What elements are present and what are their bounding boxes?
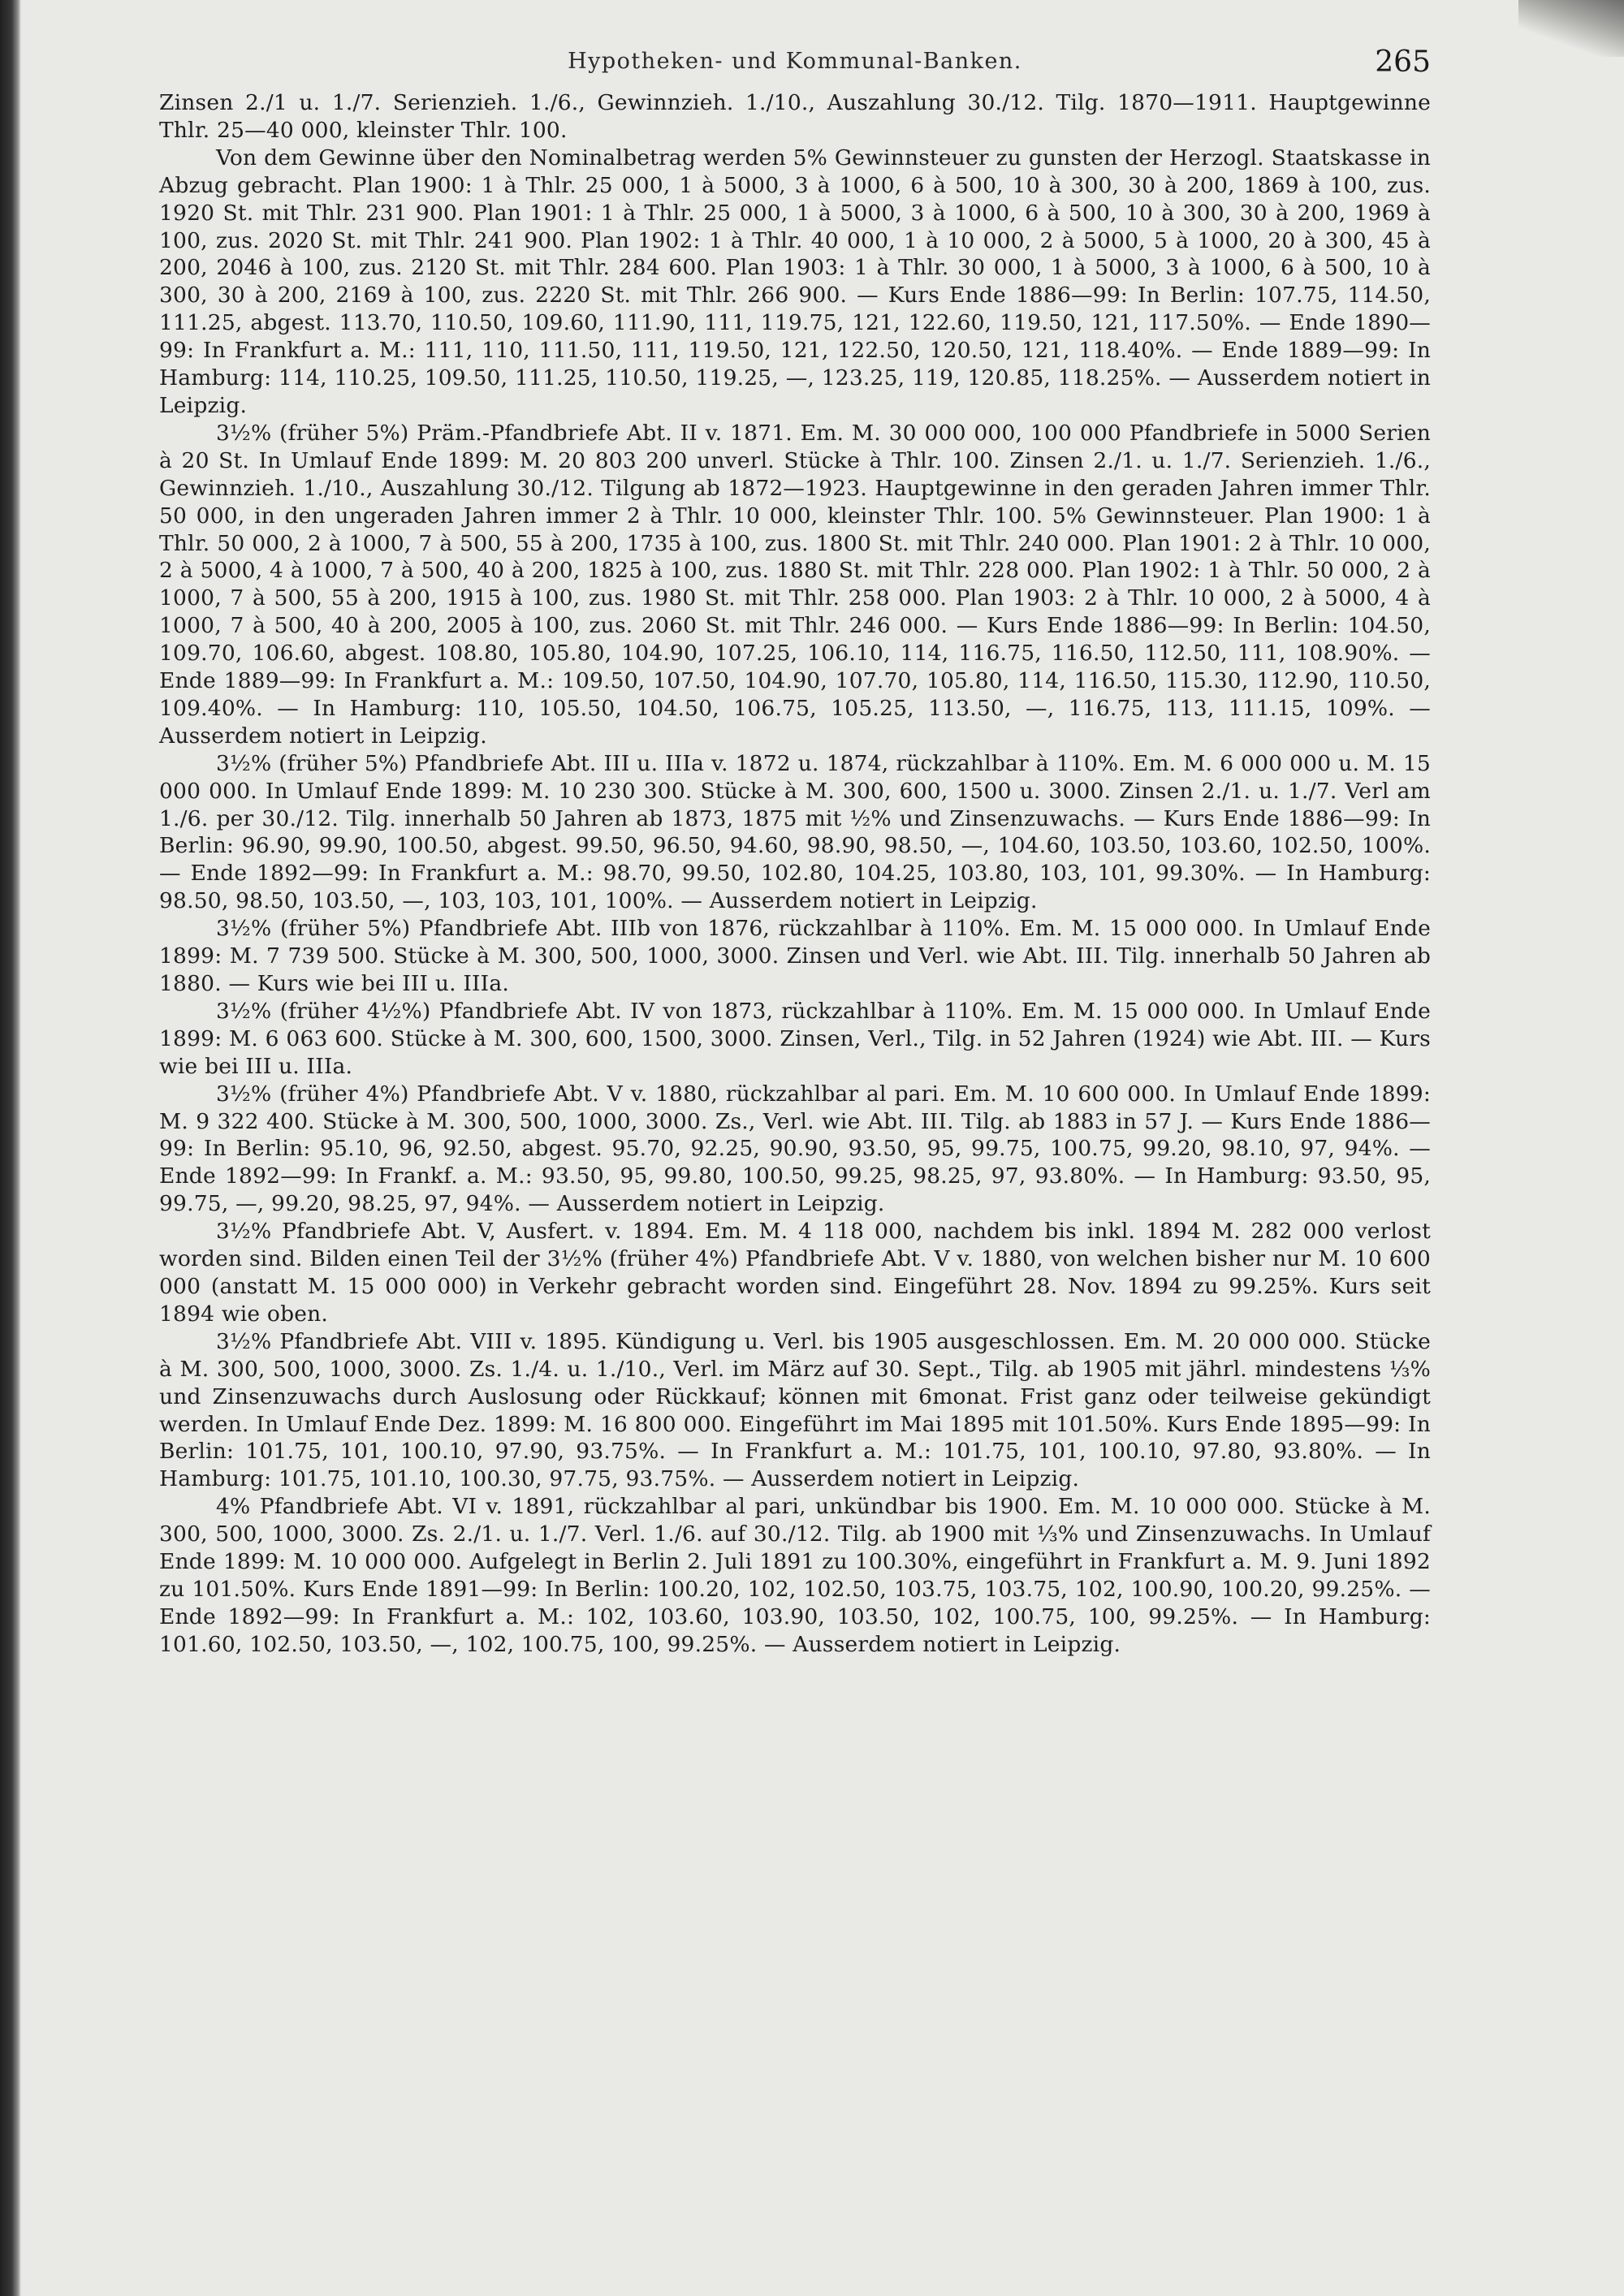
book-page <box>159 45 1431 1659</box>
paragraph-6: 3½% (früher 4½%) Pfandbriefe Abt. IV von 1873, rückzahlbar à 110%. Em. M. 15 000 000. In Umlauf Ende 1899: M. 6 063 600. Stücke à M. 300, 600, 1500, 3000. Zinsen, Verl., Tilg. in 52 Jahren (1924) wie Abt. III. — Kurs wie bei III u. IIIa. <box>159 998 1431 1079</box>
page-number: 265 <box>1375 45 1431 79</box>
paragraph-10: 4% Pfandbriefe Abt. VI v. 1891, rückzahlbar al pari, unkündbar bis 1900. Em. M. 10 000 000. Stücke à M. 300, 500, 1000, 3000. Zs. 2./1. u. 1./7. Verl. 1./6. auf 30./12. Tilg. ab 1900 mit ⅓% und Zinsenzuwachs. In Umlauf Ende 1899: M. 10 000 000. Aufgelegt in Berlin 2. Juli 1891 zu 100.30%, eingeführt in Frankfurt a. M. 9. Juni 1892 zu 101.50%. Kurs Ende 1891—99: In Berlin: 100.20, 102, 102.50, 103.75, 103.75, 102, 100.90, 100.20, 99.25%. — Ende 1892—99: In Frankfurt a. M.: 102, 103.60, 103.90, 103.50, 102, 100.75, 100, 99.25%. — In Hamburg: 101.60, 102.50, 103.50, —, 102, 100.75, 100, 99.25%. — Ausserdem notiert in Leipzig. <box>159 1494 1431 1657</box>
scan-corner-mark <box>1518 0 1624 57</box>
paragraph-8: 3½% Pfandbriefe Abt. V, Ausfert. v. 1894. Em. M. 4 118 000, nachdem bis inkl. 1894 M. 282 000 verlost worden sind. Bilden einen Teil der 3½% (früher 4%) Pfandbriefe Abt. V v. 1880, von welchen bisher nur M. 10 600 000 (anstatt M. 15 000 000) in Verkehr gebracht worden sind. Eingeführt 28. Nov. 1894 zu 99.25%. Kurs seit 1894 wie oben. <box>159 1219 1431 1327</box>
running-head <box>159 45 1431 89</box>
paragraph-4: 3½% (früher 5%) Pfandbriefe Abt. III u. IIIa v. 1872 u. 1874, rückzahlbar à 110%. Em. M. 6 000 000 u. M. 15 000 000. In Umlauf Ende 1899: M. 10 230 300. Stücke à M. 300, 600, 1500 u. 3000. Zinsen 2./1. u. 1./7. Verl am 1./6. per 30./12. Tilg. innerhalb 50 Jahren ab 1873, 1875 mit ½% und Zinsenzuwachs. — Kurs Ende 1886—99: In Berlin: 96.90, 99.90, 100.50, abgest. 99.50, 96.50, 94.60, 98.90, 98.50, —, 104.60, 103.50, 103.60, 102.50, 100%. — Ende 1892—99: In Frankfurt a. M.: 98.70, 99.50, 102.80, 104.25, 103.80, 103, 101, 99.30%. — In Hamburg: 98.50, 98.50, 103.50, —, 103, 103, 101, 100%. — Ausserdem notiert in Leipzig. <box>159 750 1431 914</box>
paragraph-9: 3½% Pfandbriefe Abt. VIII v. 1895. Kündigung u. Verl. bis 1905 ausgeschlossen. Em. M. 20 000 000. Stücke à M. 300, 500, 1000, 3000. Zs. 1./4. u. 1./10., Verl. im März auf 30. Sept., Tilg. ab 1905 mit jährl. mindestens ⅓% und Zinsenzuwachs durch Auslosung oder Rückkauf; können mit 6monat. Frist ganz oder teilweise gekündigt werden. In Umlauf Ende Dez. 1899: M. 16 800 000. Eingeführt im Mai 1895 mit 101.50%. Kurs Ende 1895—99: In Berlin: 101.75, 101, 100.10, 97.90, 93.75%. — In Frankfurt a. M.: 101.75, 101, 100.10, 97.80, 93.80%. — In Hamburg: 101.75, 101.10, 100.30, 97.75, 93.75%. — Ausserdem notiert in Leipzig. <box>159 1328 1431 1492</box>
paragraph-5: 3½% (früher 5%) Pfandbriefe Abt. IIIb von 1876, rückzahlbar à 110%. Em. M. 15 000 000. In Umlauf Ende 1899: M. 7 739 500. Stücke à M. 300, 500, 1000, 3000. Zinsen und Verl. wie Abt. III. Tilg. innerhalb 50 Jahren ab 1880. — Kurs wie bei III u. IIIa. <box>159 916 1431 996</box>
scan-binding-edge <box>0 0 21 2296</box>
body-text <box>159 89 1431 1659</box>
paragraph-3: 3½% (früher 5%) Präm.-Pfandbriefe Abt. II v. 1871. Em. M. 30 000 000, 100 000 Pfandbriefe in 5000 Serien à 20 St. In Umlauf Ende 1899: M. 20 803 200 unverl. Stücke à Thlr. 100. Zinsen 2./1. u. 1./7. Serienzieh. 1./6., Gewinnzieh. 1./10., Auszahlung 30./12. Tilgung ab 1872—1923. Hauptgewinne in den geraden Jahren immer Thlr. 50 000, in den ungeraden Jahren immer 2 à Thlr. 10 000, kleinster Thlr. 100. 5% Gewinnsteuer. Plan 1900: 1 à Thlr. 50 000, 2 à 1000, 7 à 500, 55 à 200, 1735 à 100, zus. 1800 St. mit Thlr. 240 000. Plan 1901: 2 à Thlr. 10 000, 2 à 5000, 4 à 1000, 7 à 500, 40 à 200, 1825 à 100, zus. 1880 St. mit Thlr. 228 000. Plan 1902: 1 à Thlr. 50 000, 2 à 1000, 7 à 500, 55 à 200, 1915 à 100, zus. 1980 St. mit Thlr. 258 000. Plan 1903: 2 à Thlr. 10 000, 2 à 5000, 4 à 1000, 7 à 500, 40 à 200, 2005 à 100, zus. 2060 St. mit Thlr. 246 000. — Kurs Ende 1886—99: In Berlin: 104.50, 109.70, 106.60, abgest. 108.80, 105.80, 104.90, 107.25, 106.10, 114, 116.75, 116.50, 112.50, 111, 108.90%. — Ende 1889—99: In Frankfurt a. M.: 109.50, 107.50, 104.90, 107.70, 105.80, 114, 116.50, 115.30, 112.90, 110.50, 109.40%. — In Hamburg: 110, 105.50, 104.50, 106.75, 105.25, 113.50, —, 116.75, 113, 111.15, 109%. — Ausserdem notiert in Leipzig. <box>159 420 1431 749</box>
paragraph-1: Zinsen 2./1 u. 1./7. Serienzieh. 1./6., Gewinnzieh. 1./10., Auszahlung 30./12. Tilg. 1870—1911. Hauptgewinne Thlr. 25—40 000, kleinster Thlr. 100. <box>159 90 1431 143</box>
running-title: Hypotheken- und Kommunal-Banken. <box>568 49 1022 74</box>
paragraph-2: Von dem Gewinne über den Nominalbetrag werden 5% Gewinnsteuer zu gunsten der Herzogl. Staatskasse in Abzug gebracht. Plan 1900: 1 à Thlr. 25 000, 1 à 5000, 3 à 1000, 6 à 500, 10 à 300, 30 à 200, 1869 à 100, zus. 1920 St. mit Thlr. 231 900. Plan 1901: 1 à Thlr. 25 000, 1 à 5000, 3 à 1000, 6 à 500, 10 à 300, 30 à 200, 1969 à 100, zus. 2020 St. mit Thlr. 241 900. Plan 1902: 1 à Thlr. 40 000, 1 à 10 000, 2 à 5000, 5 à 1000, 20 à 300, 45 à 200, 2046 à 100, zus. 2120 St. mit Thlr. 284 600. Plan 1903: 1 à Thlr. 30 000, 1 à 5000, 3 à 1000, 6 à 500, 10 à 300, 30 à 200, 2169 à 100, zus. 2220 St. mit Thlr. 266 900. — Kurs Ende 1886—99: In Berlin: 107.75, 114.50, 111.25, abgest. 113.70, 110.50, 109.60, 111.90, 111, 119.75, 121, 122.60, 119.50, 121, 117.50%. — Ende 1890—99: In Frankfurt a. M.: 111, 110, 111.50, 111, 119.50, 121, 122.50, 120.50, 121, 118.40%. — Ende 1889—99: In Hamburg: 114, 110.25, 109.50, 111.25, 110.50, 119.25, —, 123.25, 119, 120.85, 118.25%. — Ausserdem notiert in Leipzig. <box>159 145 1431 418</box>
paragraph-7: 3½% (früher 4%) Pfandbriefe Abt. V v. 1880, rückzahlbar al pari. Em. M. 10 600 000. In Umlauf Ende 1899: M. 9 322 400. Stücke à M. 300, 500, 1000, 3000. Zs., Verl. wie Abt. III. Tilg. ab 1883 in 57 J. — Kurs Ende 1886—99: In Berlin: 95.10, 96, 92.50, abgest. 95.70, 92.25, 90.90, 93.50, 95, 99.75, 100.75, 99.20, 98.10, 97, 94%. — Ende 1892—99: In Frankf. a. M.: 93.50, 95, 99.80, 100.50, 99.25, 98.25, 97, 93.80%. — In Hamburg: 93.50, 95, 99.75, —, 99.20, 98.25, 97, 94%. — Ausserdem notiert in Leipzig. <box>159 1081 1431 1217</box>
